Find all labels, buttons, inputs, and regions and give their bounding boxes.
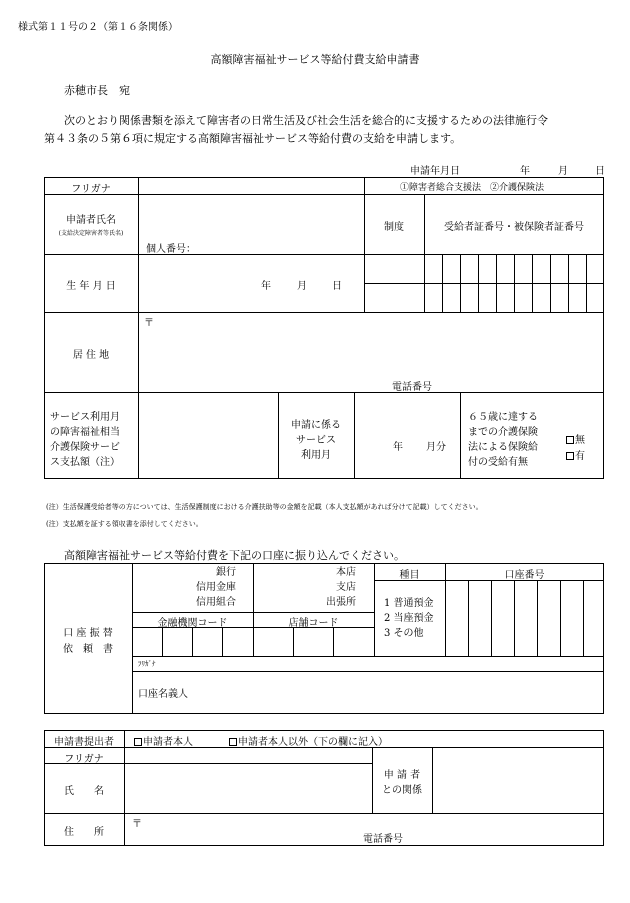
birth-month: 月 (297, 281, 307, 292)
application-date-month: 月 (558, 166, 568, 177)
account-holder-label: 口座名義人 (138, 689, 188, 700)
addressee: 赤穂市長 宛 (64, 84, 130, 97)
service-month-unit: 月分 (426, 442, 446, 453)
submitter-other-option[interactable]: 申請者本人以外（下の欄に記入） (229, 733, 388, 748)
checkbox-icon (134, 738, 142, 746)
bank-code-label: 金融機関コード (157, 618, 228, 629)
transfer-heading: 高額障害福祉サービス等給付費を下記の口座に振り込んでください。 (64, 549, 405, 562)
checkbox-icon (566, 436, 574, 444)
birth-day: 日 (332, 281, 342, 292)
account-types: 1 普通預金 2 当座預金 3 その他 (384, 598, 434, 639)
page-title: 高額障害福祉サービス等給付費支給申請書 (210, 53, 420, 66)
law-options: ①障害者総合支援法 ②介護保険法 (400, 183, 545, 193)
system-label: 制度 (384, 222, 404, 233)
service-month-year: 年 (393, 442, 403, 453)
checkbox-icon (229, 738, 237, 746)
branch-code-label: 店舗コード (288, 618, 339, 629)
postal-mark: 〒 (144, 318, 154, 329)
service-amount-label: サービス利用月 の障害福祉相当 介護保険サービ ス支払額（注） (50, 412, 120, 468)
submitter-name-label: 氏 名 (64, 786, 104, 797)
intro-line-2: 第４３条の５第６項に規定する高額障害福祉サービス等給付費の支給を申請します。 (44, 132, 462, 145)
address-label: 居 住 地 (72, 350, 110, 361)
birth-date-label: 生 年 月 日 (66, 281, 116, 292)
phone-label: 電話番号 (392, 382, 432, 393)
relation-label-2: との関係 (382, 785, 422, 796)
age65-label: ６５歳に達する までの介護保険 法による保険給 付の受給有無 (468, 412, 538, 468)
submitter-postal-mark: 〒 (132, 819, 142, 830)
form-number: 様式第１１号の２（第１６条関係） (18, 22, 178, 33)
note-1: (注）生活保護受給者等の方については、生活保護制度における介護扶助等の金額を記載（本人支払額があれば分けて記載）してください。 (46, 503, 483, 511)
submitter-label: 申請書提出者 (54, 737, 114, 748)
checkbox-icon (566, 452, 574, 460)
bank-types: 銀行 信用金庫 信用組合 (196, 567, 236, 608)
transfer-label-2: 依 頼 書 (63, 644, 113, 655)
applicant-name-label: 申請者氏名 (66, 215, 116, 226)
applicant-name-sub: (支給決定障害者等氏名) (58, 230, 124, 237)
service-month-label: 申請に係る サービス 利用月 (291, 420, 341, 461)
application-date-year: 年 (520, 166, 530, 177)
submitter-address-label: 住 所 (64, 827, 104, 838)
age65-none-option[interactable]: 無 (566, 431, 585, 446)
transfer-label-1: 口 座 振 替 (63, 628, 113, 639)
age65-yes-option[interactable]: 有 (566, 447, 585, 462)
intro-line-1: 次のとおり関係書類を添えて障害者の日常生活及び社会生活を総合的に支援するための法律施行令 (64, 114, 548, 127)
application-date-label: 申請年月日 (410, 166, 460, 177)
submitter-furigana-label: フリガナ (64, 754, 104, 765)
relation-label-1: 申 請 者 (383, 770, 421, 781)
personal-number-label: 個人番号： (146, 244, 196, 255)
submitter-self-option[interactable]: 申請者本人 (134, 733, 193, 748)
birth-year: 年 (261, 281, 271, 292)
transfer-furigana-label: ﾌﾘｶﾞﾅ (138, 660, 156, 668)
type-header: 種目 (399, 570, 420, 581)
note-2: (注）支払額を証する領収書を添付してください。 (46, 520, 203, 528)
cert-number-label: 受給者証番号・被保険者証番号 (444, 222, 584, 233)
furigana-label: フリガナ (71, 184, 111, 195)
branch-types: 本店 支店 出張所 (326, 567, 356, 608)
application-date-day: 日 (595, 166, 605, 177)
account-number-header: 口座番号 (504, 570, 545, 581)
submitter-phone-label: 電話番号 (363, 834, 403, 845)
